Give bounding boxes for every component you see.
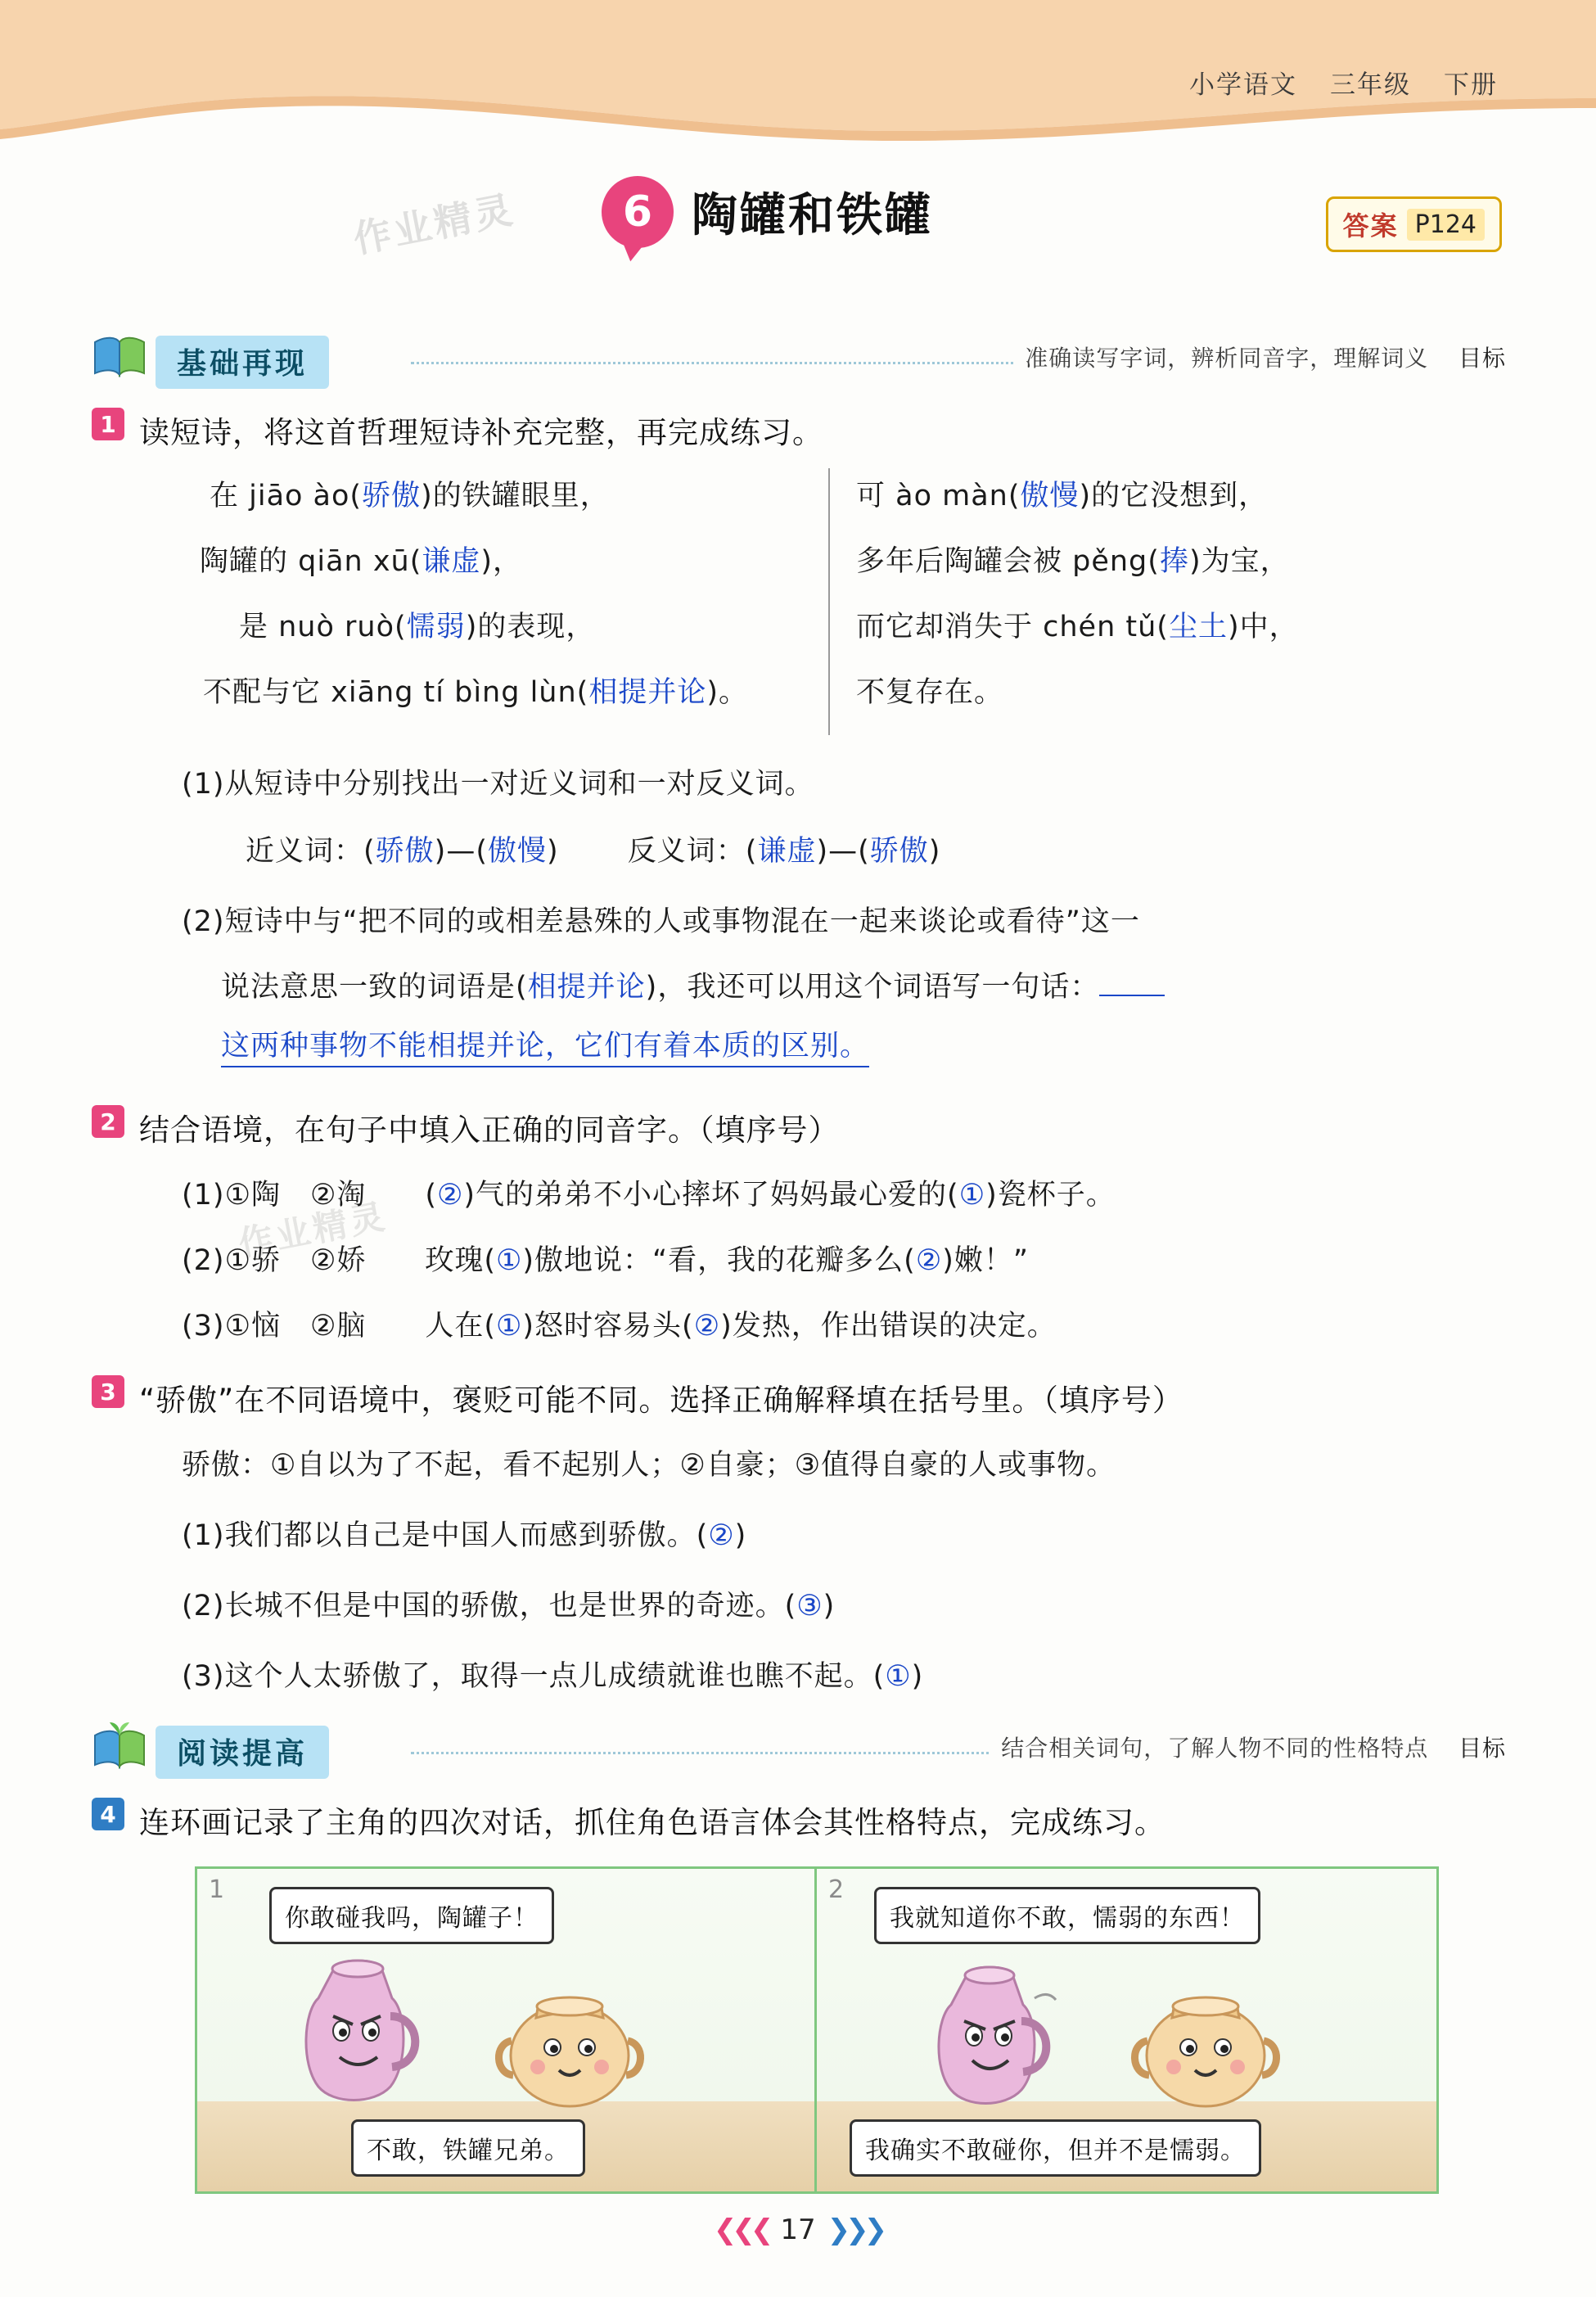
poem-right-line-3 — [856, 604, 1299, 645]
poem-left-line-4 — [203, 670, 748, 711]
question-1-sub2-line3 — [221, 1023, 869, 1064]
question-3-item-1 — [182, 1513, 746, 1554]
q2-text: )发热，作出错误的决定。 — [720, 1310, 1057, 1343]
comic-panel-1 — [197, 1869, 817, 2191]
page-title: 陶罐和铁罐 — [692, 189, 933, 242]
q2-text: )气的弟弟不小心摔坏了妈妈最心爱的( — [463, 1179, 959, 1212]
poem-answer: 尘土 — [1168, 611, 1228, 643]
panel-2-bubble-top: 我就知道你不敢，懦弱的东西！ — [874, 1887, 1260, 1944]
question-number-2: 2 — [92, 1105, 124, 1138]
poem-answer: 傲慢 — [1020, 480, 1080, 512]
poem-answer: 骄傲 — [362, 480, 422, 512]
poem-text: 可 ào màn( — [856, 480, 1021, 512]
poem-left-line-1 — [210, 473, 610, 514]
poem-left-line-3 — [239, 604, 595, 645]
synonym-answer-a: 骄傲 — [375, 835, 435, 868]
question-number-3: 3 — [92, 1375, 124, 1408]
question-1-sub2-line2 — [221, 964, 1165, 1005]
poem-text: 陶罐的 qiān xū( — [200, 545, 422, 578]
header-volume: 下册 — [1444, 70, 1498, 99]
pink-jug-illustration — [276, 1941, 440, 2113]
answer-page: P124 — [1407, 209, 1485, 241]
lesson-number-badge: 6 — [602, 176, 674, 248]
question-2-line-2 — [182, 1238, 1029, 1279]
poem-text: 是 nuò ruò( — [239, 611, 407, 643]
poem-right-line-2 — [856, 539, 1290, 580]
panel-number: 1 — [209, 1875, 225, 1904]
pink-jug-illustration — [912, 1949, 1067, 2113]
poem-text: 在 jiāo ào( — [210, 480, 363, 512]
open-book-icon — [92, 332, 147, 380]
sprout-book-icon — [92, 1722, 147, 1770]
header-subject: 小学语文 — [1189, 70, 1297, 99]
comic-strip — [195, 1866, 1439, 2194]
q3-text: ) — [911, 1660, 924, 1693]
q2-answer-a: ① — [496, 1244, 523, 1277]
poem-text: )为宝， — [1188, 545, 1290, 578]
clay-pot-illustration — [1128, 1965, 1283, 2113]
poem-text: 而它却消失于 chén tǔ( — [856, 611, 1169, 643]
question-number-4: 4 — [92, 1798, 124, 1830]
q3-answer: ② — [708, 1519, 735, 1552]
antonym-label: 反义词：( — [627, 835, 758, 868]
header-grade: 三年级 — [1330, 70, 1411, 99]
sub2-answer: 相提并论 — [527, 971, 646, 1004]
poem-text: )中， — [1227, 611, 1299, 643]
poem-left-line-2 — [200, 539, 522, 580]
poem-text: )。 — [706, 676, 748, 709]
question-3-item-2 — [182, 1583, 835, 1624]
q2-text: )嫩！” — [942, 1244, 1030, 1277]
synonym-sep: )—( — [434, 835, 488, 868]
q2-text: (2)①骄 ②娇 玫瑰( — [182, 1244, 496, 1277]
q2-text: (3)①恼 ②脑 人在( — [182, 1310, 496, 1343]
poem-answer: 捧 — [1159, 545, 1189, 578]
section-goal — [1015, 341, 1506, 373]
question-2-line-3 — [182, 1303, 1057, 1344]
answer-reference-box — [1326, 196, 1502, 252]
question-1-sub1-answers — [246, 828, 940, 869]
sub2-text: 说法意思一致的词语是( — [221, 971, 528, 1004]
chevron-left-icon: ❮❮❮ — [713, 2214, 769, 2246]
q2-answer-a: ① — [496, 1310, 523, 1343]
poem-text: )的它没想到， — [1079, 480, 1269, 512]
antonym-answer-a: 谦虚 — [757, 835, 817, 868]
chevron-right-icon: ❯❯❯ — [827, 2214, 883, 2246]
poem-right-line-1 — [856, 473, 1268, 514]
q2-answer-b: ② — [693, 1310, 721, 1343]
page-number: 17 — [780, 2214, 816, 2246]
q2-answer-a: ② — [437, 1179, 464, 1212]
q3-text: (2)长城不但是中国的骄傲，也是世界的奇迹。( — [182, 1590, 797, 1622]
section-badge: 基础再现 — [156, 336, 329, 389]
poem-answer: 谦虚 — [422, 545, 481, 578]
q3-answer: ③ — [796, 1590, 823, 1622]
question-3-definitions: 骄傲：①自以为了不起，看不起别人；②自豪；③值得自豪的人或事物。 — [182, 1449, 1116, 1482]
q3-text: (3)这个人太骄傲了，取得一点儿成绩就谁也瞧不起。( — [182, 1660, 886, 1693]
q3-text: ) — [823, 1590, 836, 1622]
question-number-1: 1 — [92, 408, 124, 440]
poem-text: 不配与它 xiāng tí bìng lùn( — [203, 676, 589, 709]
synonym-end: ) — [547, 835, 559, 868]
antonym-end: ) — [928, 835, 941, 868]
synonym-answer-b: 傲慢 — [487, 835, 547, 868]
section-header-basics — [92, 336, 1506, 383]
section-goal-text: 准确读写字词，辨析同音字，理解词义 — [1025, 345, 1429, 371]
sub2-text: )，我还可以用这个词语写一句话： — [645, 971, 1100, 1004]
question-3-prompt: “骄傲”在不同语境中，褒贬可能不同。选择正确解释填在括号里。（填序号） — [139, 1383, 1183, 1418]
q3-answer: ① — [885, 1660, 912, 1693]
q2-answer-b: ② — [915, 1244, 943, 1277]
q2-text: )瓷杯子。 — [985, 1179, 1116, 1212]
section-header-reading — [92, 1726, 1506, 1773]
section-goal-tag: 目标 — [1458, 345, 1506, 371]
q3-text: ) — [734, 1519, 747, 1552]
lesson-title-row — [602, 176, 933, 248]
poem-text: 多年后陶罐会被 pěng( — [856, 545, 1160, 578]
poem-answer: 相提并论 — [588, 676, 707, 709]
synonym-label: 近义词：( — [246, 835, 376, 868]
antonym-sep: )—( — [816, 835, 870, 868]
comic-panel-2 — [817, 1869, 1436, 2191]
question-1-sub2-line1: (2)短诗中与“把不同的或相差悬殊的人或事物混在一起来谈论或看待”这一 — [182, 905, 1140, 938]
panel-1-bubble-top: 你敢碰我吗，陶罐子！ — [269, 1887, 554, 1944]
q2-text: )怒时容易头( — [522, 1310, 694, 1343]
panel-1-bubble-bottom: 不敢，铁罐兄弟。 — [351, 2119, 585, 2177]
poem-text: )的铁罐眼里， — [421, 480, 610, 512]
page-footer — [0, 2214, 1596, 2246]
watermark: 作业精灵 — [349, 187, 519, 261]
section-goal — [991, 1731, 1506, 1763]
poem-text: )的表现， — [465, 611, 596, 643]
sub2-written-sentence: 这两种事物不能相提并论，它们有着本质的区别。 — [221, 1030, 869, 1067]
q2-text: )傲地说：“看，我的花瓣多么( — [522, 1244, 916, 1277]
section-badge: 阅读提高 — [156, 1726, 329, 1779]
panel-2-bubble-bottom: 我确实不敢碰你，但并不是懦弱。 — [850, 2119, 1261, 2177]
poem-text: 不复存在。 — [856, 676, 1004, 709]
question-4-prompt: 连环画记录了主角的四次对话，抓住角色语言体会其性格特点，完成练习。 — [139, 1805, 1165, 1840]
question-1-sub1-label: (1)从短诗中分别找出一对近义词和一对反义词。 — [182, 768, 814, 801]
question-2-line-1 — [182, 1172, 1116, 1213]
question-1-prompt: 读短诗，将这首哲理短诗补充完整，再完成练习。 — [139, 415, 823, 450]
question-3-item-3 — [182, 1654, 923, 1695]
antonym-answer-b: 骄傲 — [869, 835, 929, 868]
answer-label: 答案 — [1342, 211, 1399, 241]
poem-right-line-4 — [856, 670, 1003, 711]
clay-pot-illustration — [492, 1965, 647, 2113]
section-goal-text: 结合相关词句，了解人物不同的性格特点 — [1001, 1735, 1429, 1761]
q2-answer-b: ① — [958, 1179, 986, 1212]
header-meta — [1189, 64, 1498, 101]
poem-column-divider — [828, 468, 830, 735]
panel-number: 2 — [828, 1875, 845, 1904]
section-goal-tag: 目标 — [1458, 1735, 1506, 1761]
poem-text: )， — [480, 545, 523, 578]
q2-text: (1)①陶 ②淘 ( — [182, 1179, 437, 1212]
poem-answer: 懦弱 — [406, 611, 466, 643]
question-2-prompt: 结合语境，在句子中填入正确的同音字。（填序号） — [139, 1112, 840, 1148]
q3-text: (1)我们都以自己是中国人而感到骄傲。( — [182, 1519, 709, 1552]
watermark: 作业精灵 — [235, 1196, 391, 1264]
